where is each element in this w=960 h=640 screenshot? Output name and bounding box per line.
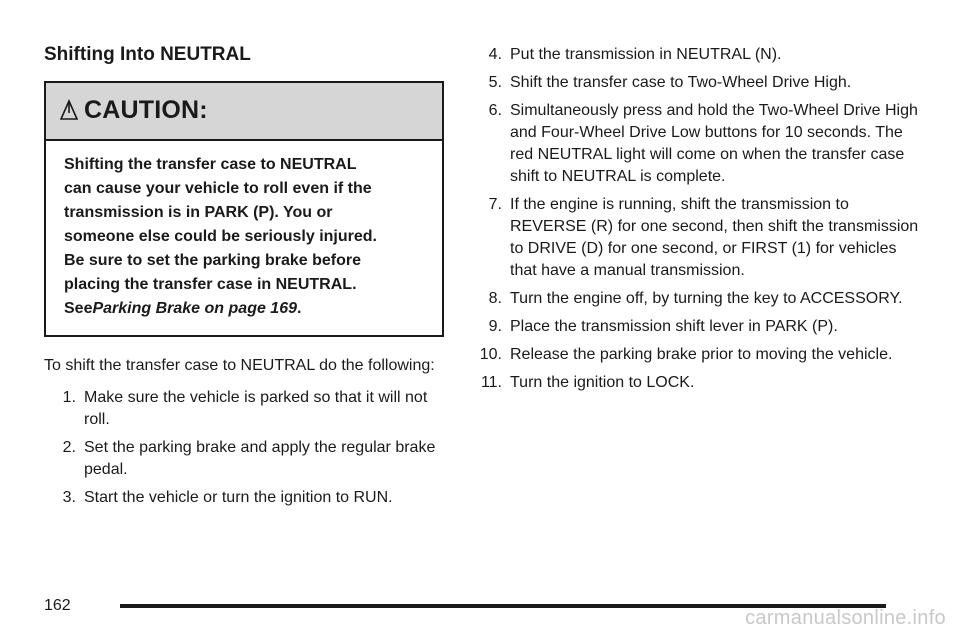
caution-line: someone else could be seriously injured. <box>64 227 377 245</box>
see-suffix: . <box>297 299 302 317</box>
list-item <box>44 437 448 481</box>
list-item <box>44 387 448 431</box>
list-item <box>466 316 926 338</box>
step-number: 3. <box>62 488 76 506</box>
right-column <box>466 44 926 400</box>
step-number: 4. <box>488 46 502 63</box>
left-column <box>44 44 448 515</box>
step-text: Release the parking brake prior to moving the vehicle. <box>510 346 893 363</box>
step-text: Turn the ignition to LOCK. <box>510 374 695 391</box>
list-item <box>466 44 926 66</box>
step-number: 6. <box>488 102 502 119</box>
caution-line: Be sure to set the parking brake before <box>64 251 361 269</box>
steps-list-right <box>466 44 926 394</box>
list-item <box>466 194 926 282</box>
caution-line: can cause your vehicle to roll even if the <box>64 179 372 197</box>
step-number: 11. <box>480 374 502 391</box>
step-number: 5. <box>488 74 502 91</box>
step-number: 10. <box>479 346 502 363</box>
section-title: Shifting Into NEUTRAL <box>44 44 251 65</box>
step-text: If the engine is running, shift the transmission to REVERSE (R) for one second, then shift the transmission to DRIVE (D) for one second, or FIRST (1) for vehicles that have a manual transmission. <box>510 196 919 279</box>
step-number: 9. <box>488 318 502 335</box>
step-text: Set the parking brake and apply the regular brake pedal. <box>84 438 436 478</box>
list-item <box>466 372 926 394</box>
list-item <box>466 72 926 94</box>
caution-text <box>46 141 442 335</box>
caution-see-line <box>64 297 424 321</box>
caution-line: Shifting the transfer case to NEUTRAL <box>64 155 357 173</box>
step-text: Make sure the vehicle is parked so that it will not roll. <box>84 388 428 428</box>
watermark: carmanualsonline.info <box>745 607 946 629</box>
caution-line: transmission is in PARK (P). You or <box>64 203 333 221</box>
list-item <box>466 100 926 188</box>
intro-paragraph: To shift the transfer case to NEUTRAL do the following: <box>44 356 435 374</box>
parking-brake-reference[interactable]: Parking Brake on page 169 <box>92 299 297 317</box>
step-text: Place the transmission shift lever in PARK (P). <box>510 318 838 335</box>
list-item <box>466 344 926 366</box>
step-text: Turn the engine off, by turning the key to ACCESSORY. <box>510 290 903 307</box>
see-prefix: See <box>64 299 93 317</box>
step-text: Shift the transfer case to Two-Wheel Drive High. <box>510 74 852 91</box>
step-number: 7. <box>488 196 502 213</box>
step-number: 8. <box>488 290 502 307</box>
step-text: Simultaneously press and hold the Two-Wheel Drive High and Four-Wheel Drive Low buttons for 10 seconds. The red NEUTRAL light will come on when the transfer case shift to NEUTRAL is complete. <box>510 102 918 185</box>
steps-list-left <box>44 387 448 509</box>
step-text: Start the vehicle or turn the ignition to RUN. <box>84 488 393 506</box>
caution-line: placing the transfer case in NEUTRAL. <box>64 275 357 293</box>
caution-header <box>46 83 442 141</box>
list-item <box>466 288 926 310</box>
step-number: 2. <box>62 438 76 456</box>
step-number: 1. <box>62 388 76 406</box>
caution-triangle-icon <box>60 99 78 123</box>
page-number: 162 <box>44 597 71 614</box>
caution-label: CAUTION: <box>84 96 208 125</box>
step-text: Put the transmission in NEUTRAL (N). <box>510 46 782 63</box>
list-item <box>44 487 448 509</box>
caution-box <box>44 81 444 337</box>
